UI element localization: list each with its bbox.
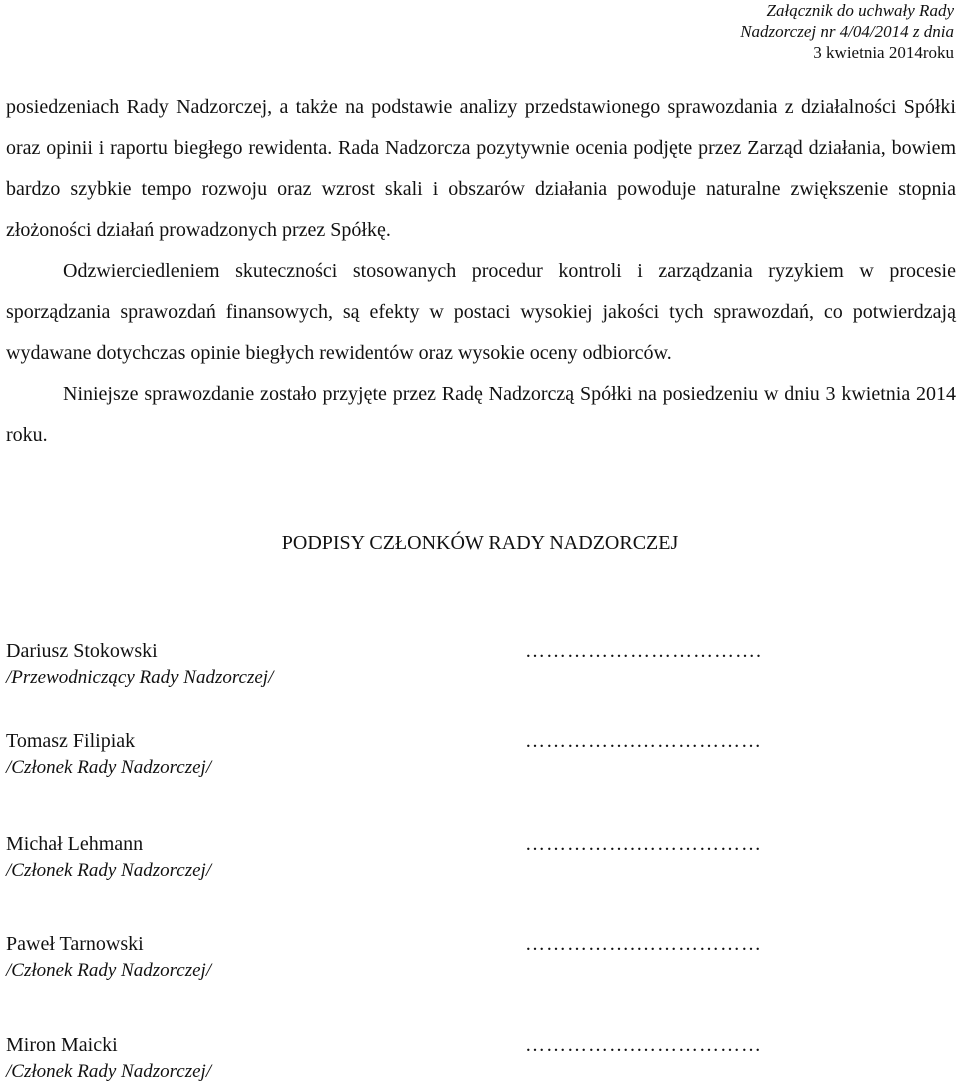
signer-name: Tomasz Filipiak: [6, 730, 136, 752]
paragraph-1: posiedzeniach Rady Nadzorczej, a także na podstawie analizy przedstawionego sprawozdania z działalności Spółki oraz opinii i raportu biegłego rewidenta. Rada Nadzorcza pozytywnie ocenia podjęte przez Zarząd działania, bowiem bardzo szybkie tempo rozwoju oraz wzrost skali i obszarów działania powoduje naturalne zwiększenie stopnia złożoności działań prowadzonych przez Spółkę.: [6, 96, 956, 241]
signer-role: /Członek Rady Nadzorczej/: [6, 960, 212, 981]
report-body: [6, 87, 956, 456]
paragraph-3: Niniejsze sprawozdanie zostało przyjęte przez Radę Nadzorczą Spółki na posiedzeniu w dniu 3 kwietnia 2014 roku.: [6, 383, 956, 446]
signer-name: Dariusz Stokowski: [6, 640, 158, 662]
header-line-1: Załącznik do uchwały Rady: [766, 1, 954, 20]
signature-line: …………….………………: [525, 833, 762, 855]
signer-block: [6, 831, 956, 887]
signer-block: [6, 638, 956, 694]
signature-line: …………….………………: [525, 730, 762, 752]
signer-block: [6, 1032, 956, 1088]
signature-line: …………….………………: [525, 1034, 762, 1056]
signer-name: Michał Lehmann: [6, 833, 144, 855]
signer-name: Paweł Tarnowski: [6, 933, 144, 955]
signer-block: [6, 728, 956, 784]
signer-role: /Członek Rady Nadzorczej/: [6, 860, 212, 881]
header-line-2: Nadzorczej nr 4/04/2014 z dnia: [740, 22, 954, 41]
paragraph-2: Odzwierciedleniem skuteczności stosowanych procedur kontroli i zarządzania ryzykiem w procesie sporządzania sprawozdań finansowych, są efekty w postaci wysokiej jakości tych sprawozdań, co potwierdzają wydawane dotychczas opinie biegłych rewidentów oraz wysokie oceny odbiorców.: [6, 260, 956, 364]
signer-role: /Przewodniczący Rady Nadzorczej/: [6, 667, 274, 688]
signer-block: [6, 931, 956, 987]
signer-role: /Członek Rady Nadzorczej/: [6, 757, 212, 778]
signer-role: /Członek Rady Nadzorczej/: [6, 1061, 212, 1082]
signature-line: …………….………………: [525, 933, 762, 955]
signature-line: …………………………….: [525, 640, 762, 662]
header-line-3: 3 kwietnia 2014roku: [813, 43, 954, 62]
signer-name: Miron Maicki: [6, 1034, 118, 1056]
signatures-title: PODPISY CZŁONKÓW RADY NADZORCZEJ: [281, 532, 679, 554]
attachment-header: [740, 0, 954, 63]
